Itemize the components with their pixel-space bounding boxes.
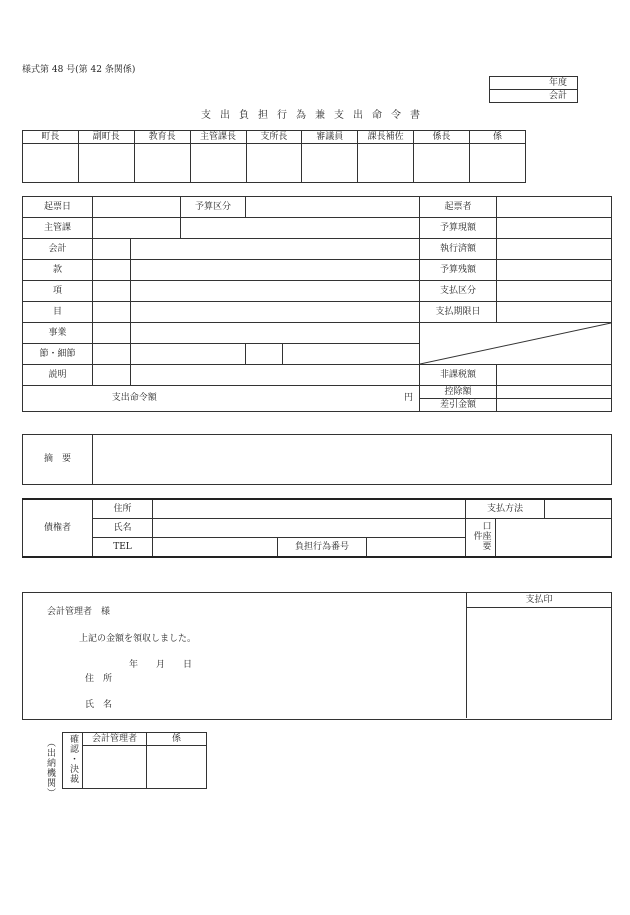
nontaxable-field[interactable] (497, 365, 612, 386)
summary-field[interactable] (93, 435, 612, 485)
name-field[interactable] (153, 519, 466, 538)
deduction-label: 控除額 (420, 386, 497, 399)
explanation-label: 説明 (23, 365, 93, 386)
form-number: 様式第 48 号(第 42 条関係) (22, 65, 136, 75)
act-number-label: 負担行為番号 (278, 538, 367, 558)
setsu-code-field[interactable] (93, 344, 131, 365)
kan-code-field[interactable] (93, 260, 131, 281)
account-name-field[interactable] (131, 239, 420, 260)
creditor-label: 債権者 (23, 499, 93, 557)
payment-deadline-label: 支払期限日 (420, 302, 497, 323)
department-detail-field[interactable] (181, 218, 420, 239)
kan-name-field[interactable] (131, 260, 420, 281)
payment-method-label: 支払方法 (466, 499, 545, 519)
payment-deadline-field[interactable] (497, 302, 612, 323)
approval-stamp-cell[interactable] (78, 144, 134, 183)
nontaxable-label: 非課税額 (420, 365, 497, 386)
confirm-text: 確認・決裁 (68, 734, 78, 784)
name-label: 氏名 (93, 519, 153, 538)
main-form (22, 196, 612, 412)
account-req-text: 口座要件 (471, 521, 491, 551)
kan-label: 款 (23, 260, 93, 281)
explanation-field[interactable] (131, 365, 420, 386)
clerk-stamp-cell[interactable] (147, 746, 207, 789)
approval-header: 審議員 (302, 131, 358, 144)
department-label: 主管課 (23, 218, 93, 239)
receipt-statement: 上記の金額を領収しました。 (79, 634, 197, 644)
budget-current-field[interactable] (497, 218, 612, 239)
budget-category-label: 予算区分 (181, 197, 246, 218)
tel-field[interactable] (153, 538, 278, 558)
account-req-field[interactable] (496, 519, 612, 558)
moku-code-field[interactable] (93, 302, 131, 323)
deduction-field[interactable] (497, 386, 612, 399)
year-cell[interactable]: 年度 (490, 77, 578, 90)
order-amount-field[interactable] (246, 386, 420, 412)
approval-stamp-cell[interactable] (23, 144, 79, 183)
address-field[interactable] (153, 499, 466, 519)
address-label: 住所 (93, 499, 153, 519)
tel-label: TEL (93, 538, 153, 558)
page-title: 支出負担行為兼支出命令書 (201, 110, 429, 121)
subsetsu-name-field[interactable] (283, 344, 420, 365)
setsu-label: 節・細節 (23, 344, 93, 365)
kou-code-field[interactable] (93, 281, 131, 302)
diagonal-blank (420, 323, 612, 365)
receipt-section (22, 592, 612, 720)
moku-name-field[interactable] (131, 302, 420, 323)
approval-stamp-cell[interactable] (414, 144, 470, 183)
account-label: 会計 (23, 239, 93, 260)
approval-header: 課長補佐 (358, 131, 414, 144)
budget-current-label: 予算現額 (420, 218, 497, 239)
treasury-label: （出納機関） (45, 738, 55, 798)
creditor-section (22, 498, 612, 558)
approval-stamp-cell[interactable] (134, 144, 190, 183)
approval-header: 町長 (23, 131, 79, 144)
kou-name-field[interactable] (131, 281, 420, 302)
approval-stamp-cell[interactable] (190, 144, 246, 183)
manager-header: 会計管理者 (83, 733, 147, 746)
net-amount-field[interactable] (497, 399, 612, 412)
business-code-field[interactable] (93, 323, 131, 344)
budget-category-field[interactable] (246, 197, 420, 218)
payment-stamp-label: 支払印 (467, 593, 611, 608)
budget-remaining-field[interactable] (497, 260, 612, 281)
business-label: 事業 (23, 323, 93, 344)
account-cell[interactable]: 会計 (490, 90, 578, 103)
approval-stamp-cell[interactable] (302, 144, 358, 183)
approval-stamps (22, 130, 526, 183)
yen-unit: 円 (403, 393, 413, 403)
net-amount-label: 差引金額 (420, 399, 497, 412)
approval-stamp-cell[interactable] (470, 144, 526, 183)
receipt-address-label: 住 所 (85, 674, 113, 684)
explanation-code-field[interactable] (93, 365, 131, 386)
approval-stamp-cell[interactable] (246, 144, 302, 183)
summary-label: 摘 要 (23, 435, 93, 485)
issuer-field[interactable] (497, 197, 612, 218)
moku-label: 目 (23, 302, 93, 323)
executed-label: 執行済額 (420, 239, 497, 260)
clerk-header: 係 (147, 733, 207, 746)
confirm-label (63, 733, 83, 789)
approval-header: 係長 (414, 131, 470, 144)
executed-field[interactable] (497, 239, 612, 260)
issuer-label: 起票者 (420, 197, 497, 218)
receipt-addressee: 会計管理者 様 (47, 607, 111, 617)
summary-section (22, 434, 612, 485)
approval-header: 係 (470, 131, 526, 144)
approval-stamp-cell[interactable] (358, 144, 414, 183)
subsetsu-code-field[interactable] (246, 344, 283, 365)
approval-header: 教育長 (134, 131, 190, 144)
payment-method-field[interactable] (545, 499, 612, 519)
confirm-table (62, 732, 207, 789)
approval-header: 主管課長 (190, 131, 246, 144)
budget-remaining-label: 予算残額 (420, 260, 497, 281)
setsu-name-field[interactable] (131, 344, 246, 365)
issue-date-label: 起票日 (23, 197, 93, 218)
diagonal-line (420, 323, 611, 364)
manager-stamp-cell[interactable] (83, 746, 147, 789)
year-box (489, 76, 578, 103)
receipt-date[interactable]: 年 月 日 (129, 660, 193, 670)
payment-category-label: 支払区分 (420, 281, 497, 302)
payment-category-field[interactable] (497, 281, 612, 302)
receipt-name-label: 氏 名 (85, 700, 113, 710)
business-name-field[interactable] (131, 323, 420, 344)
approval-header: 支所長 (246, 131, 302, 144)
issue-date-field[interactable] (93, 197, 181, 218)
order-amount-label: 支出命令額 (23, 386, 246, 412)
account-req-label (466, 519, 496, 558)
approval-header: 副町長 (78, 131, 134, 144)
payment-stamp-box[interactable] (466, 593, 611, 718)
department-field[interactable] (93, 218, 181, 239)
act-number-field[interactable] (367, 538, 466, 558)
account-code-field[interactable] (93, 239, 131, 260)
kou-label: 項 (23, 281, 93, 302)
